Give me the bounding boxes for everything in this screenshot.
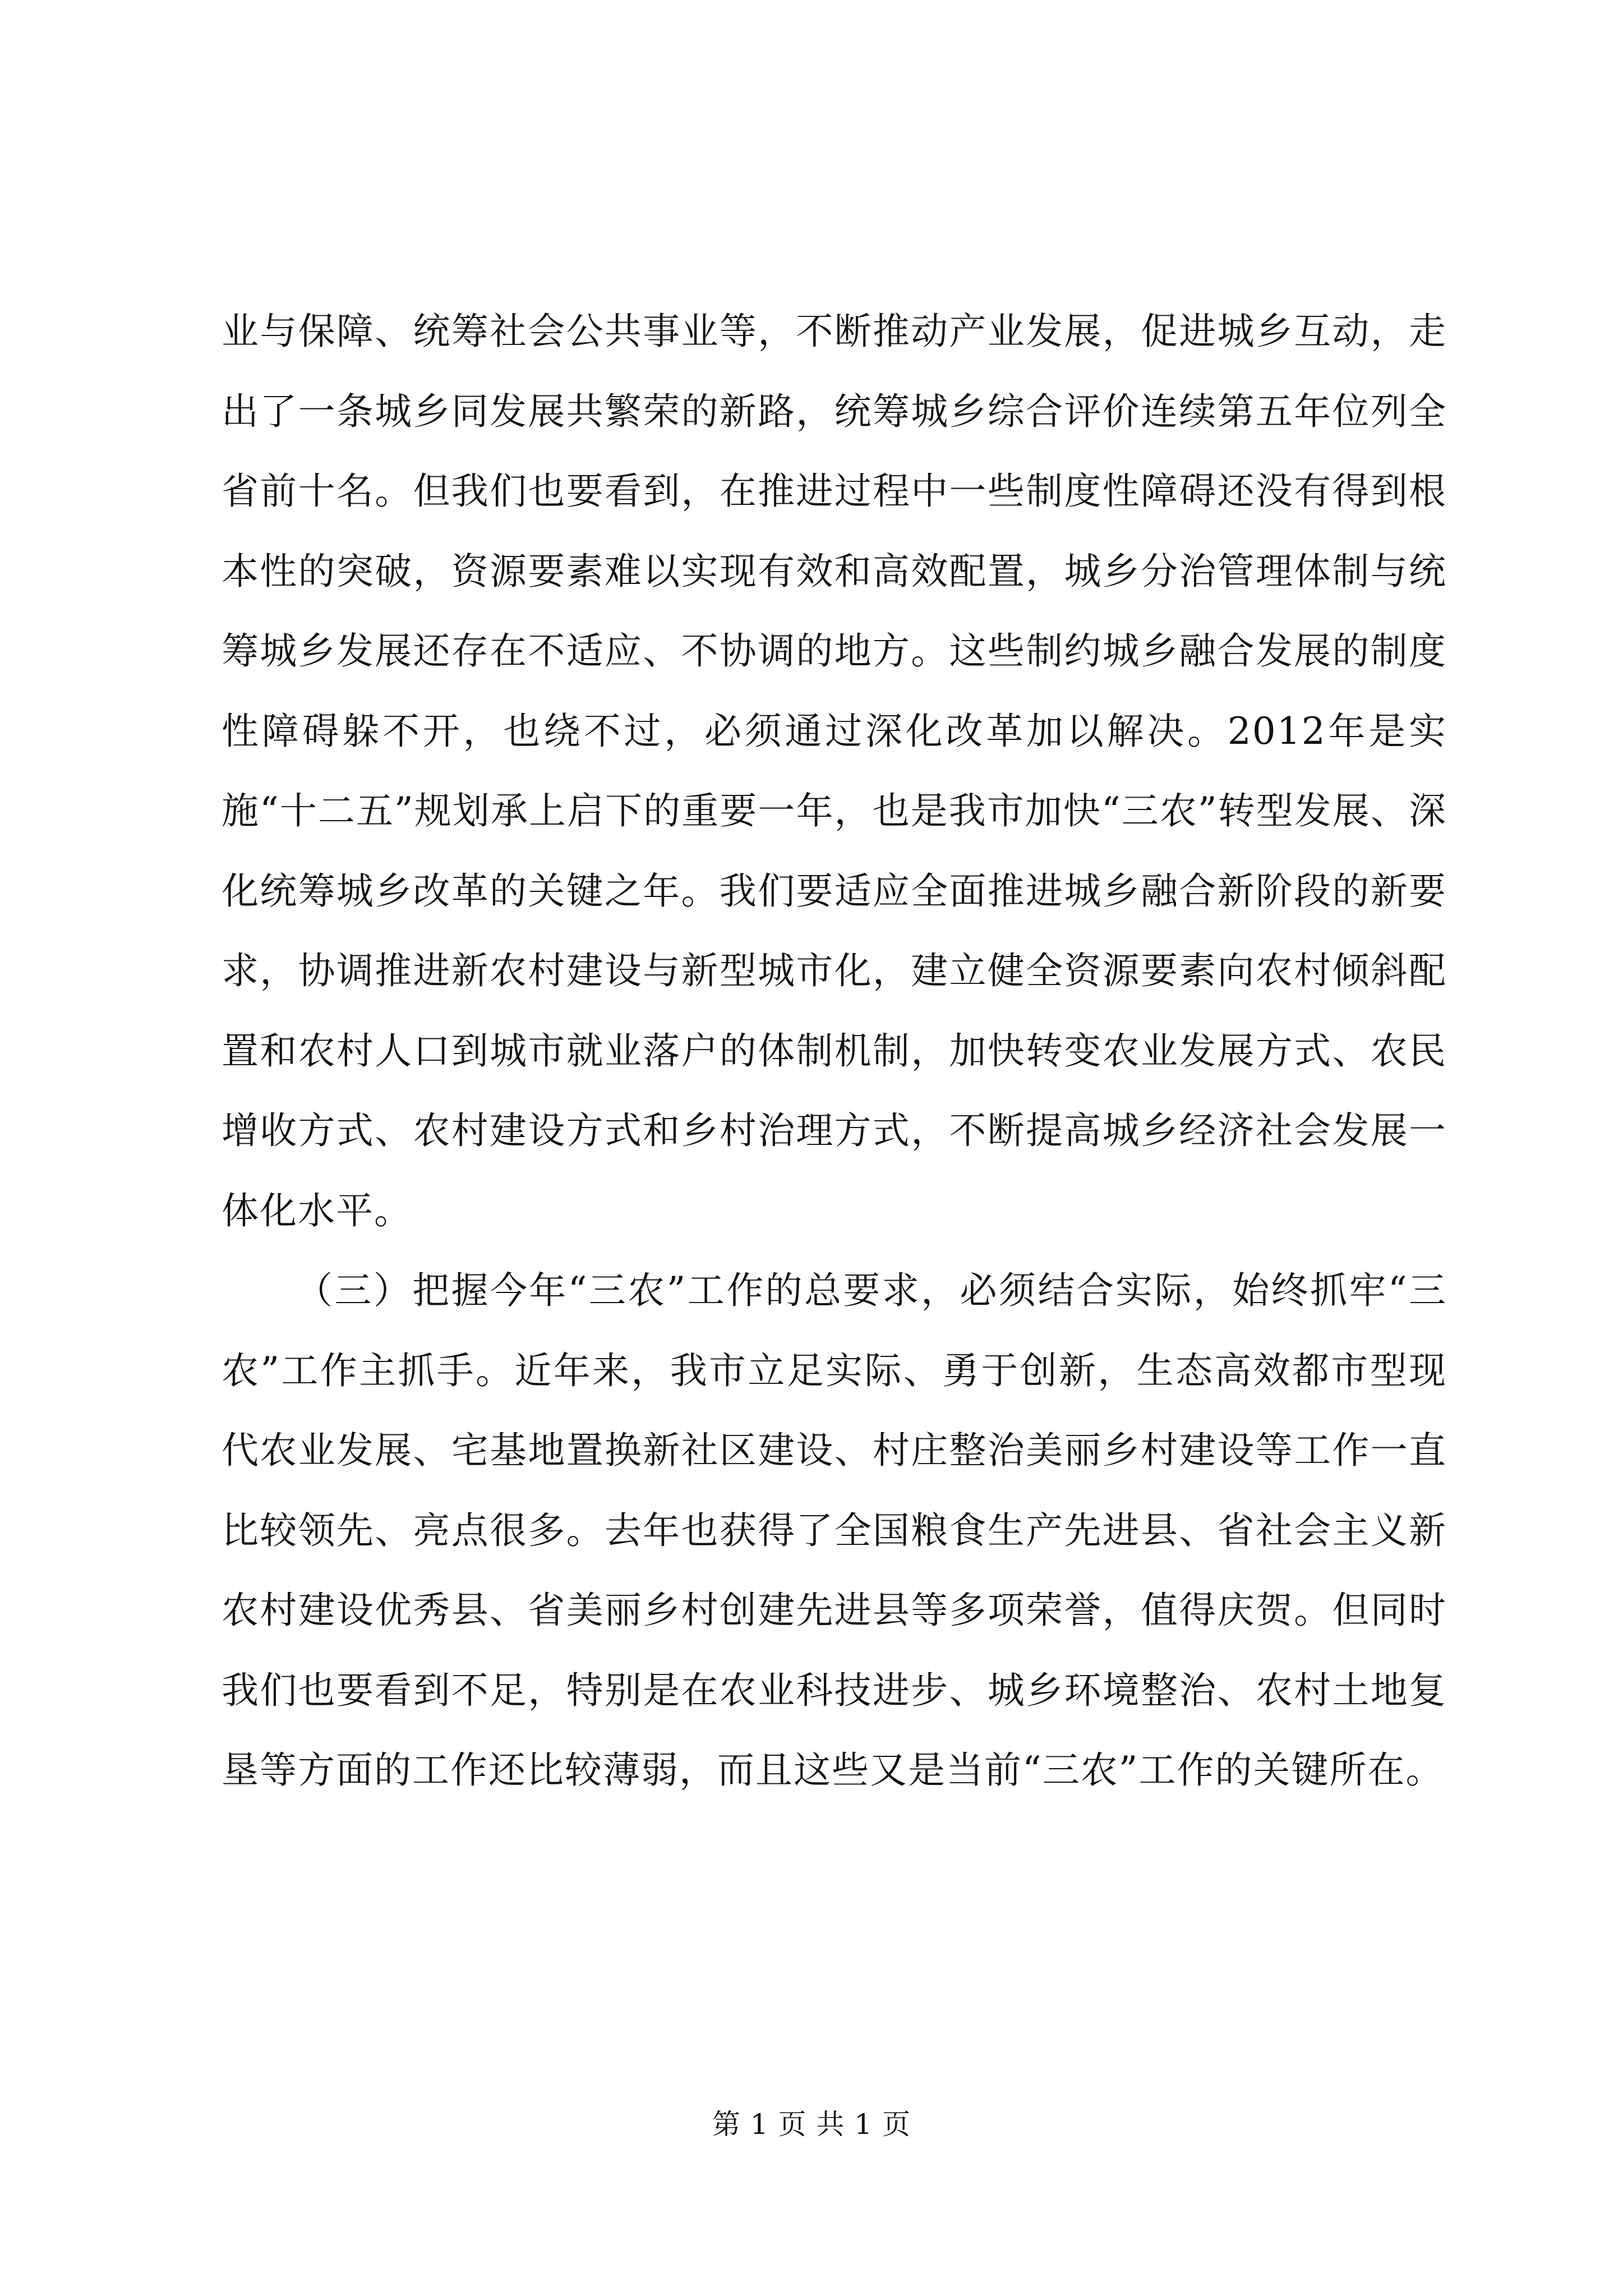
paragraph-section-three: （三）把握今年“三农”工作的总要求，必须结合实际，始终抓牢“三农”工作主抓手。近年来，我市立足实际、勇于创新，生态高效都市型现代农业发展、宅基地置换新社区建设、村庄整治美丽乡村建设等工作一直比较领先、亮点很多。去年也获得了全国粮食生产先进县、省社会主义新农村建设优秀县、省美丽乡村创建先进县等多项荣誉，值得庆贺。但同时我们也要看到不足，特别是在农业科技进步、城乡环境整治、农村土地复垦等方面的工作还比较薄弱，而且这些又是当前“三农”工作的关键所在。 (222, 1269, 1447, 1792)
document-body (222, 292, 1447, 1811)
paragraph-continued: 业与保障、统筹社会公共事业等，不断推动产业发展，促进城乡互动，走出了一条城乡同发展共繁荣的新路，统筹城乡综合评价连续第五年位列全省前十名。但我们也要看到，在推进过程中一些制度性障碍还没有得到根本性的突破，资源要素难以实现有效和高效配置，城乡分治管理体制与统筹城乡发展还存在不适应、不协调的地方。这些制约城乡融合发展的制度性障碍躲不开，也绕不过，必须通过深化改革加以解决。2012年是实施“十二五”规划承上启下的重要一年，也是我市加快“三农”转型发展、深化统筹城乡改革的关键之年。我们要适应全面推进城乡融合新阶段的新要求，协调推进新农村建设与新型城市化，建立健全资源要素向农村倾斜配置和农村人口到城市就业落户的体制机制，加快转变农业发展方式、农民增收方式、农村建设方式和乡村治理方式，不断提高城乡经济社会发展一体化水平。 (222, 310, 1447, 1232)
page-footer: 第 1 页 共 1 页 (712, 2108, 911, 2141)
